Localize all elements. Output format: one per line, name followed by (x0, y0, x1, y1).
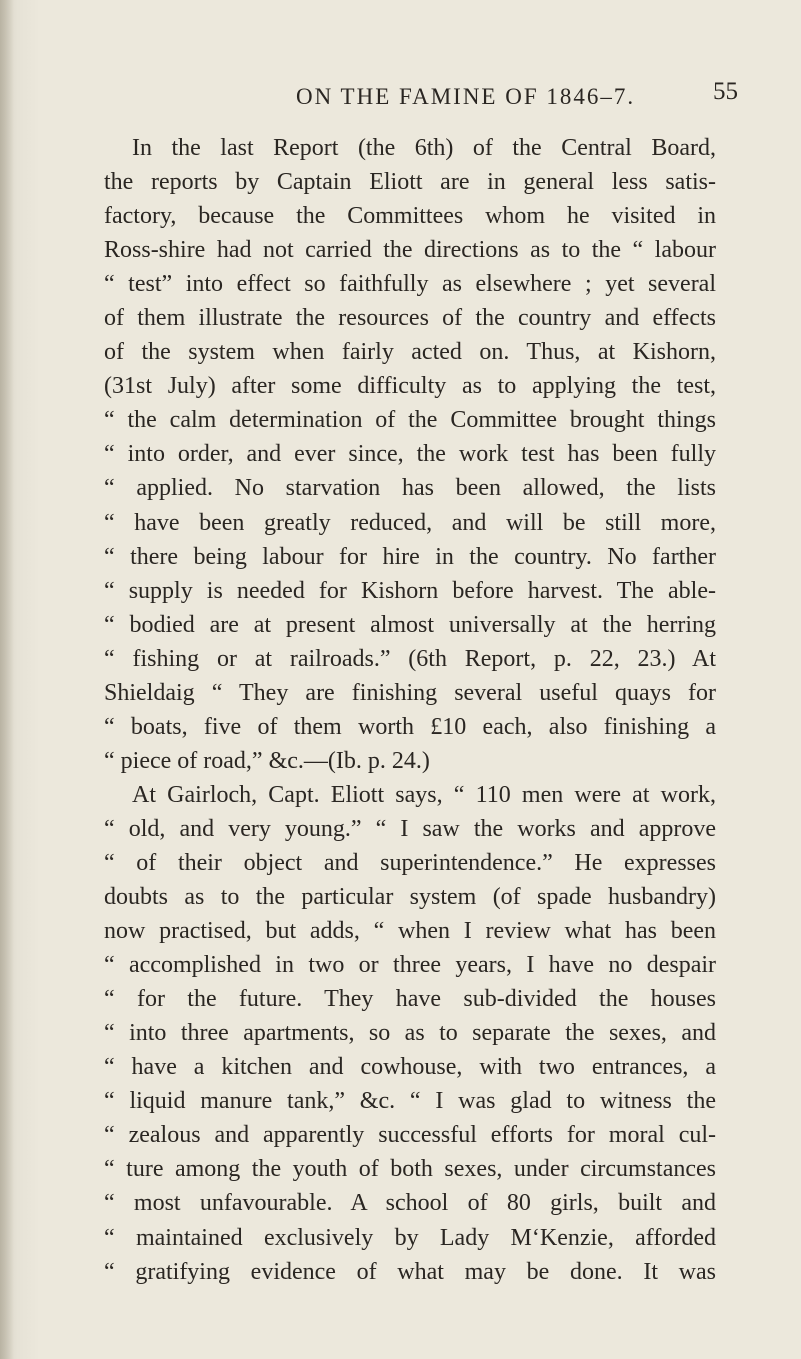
text-line: “ gratifying evidence of what may be done. It was (104, 1258, 716, 1285)
page-number: 55 (713, 78, 738, 105)
text-line: “ for the future. They have sub-divided the houses (104, 986, 716, 1013)
text-line: “ bodied are at present almost universally at the herring (104, 611, 716, 638)
text-line: “ most unfavourable. A school of 80 girls, built and (104, 1190, 716, 1217)
text-line: “ have a kitchen and cowhouse, with two entrances, a (104, 1054, 716, 1081)
text-line: “ liquid manure tank,” &c. “ I was glad to witness the (104, 1088, 716, 1115)
text-line: factory, because the Committees whom he visited in (104, 203, 716, 230)
text-line: “ into three apartments, so as to separate the sexes, and (104, 1020, 716, 1047)
running-title: ON THE FAMINE OF 1846–7. (296, 84, 636, 109)
text-line: doubts as to the particular system (of spade husbandry) (104, 884, 716, 911)
text-line: of the system when fairly acted on. Thus, at Kishorn, (104, 339, 716, 366)
text-line: “ accomplished in two or three years, I have no despair (104, 952, 716, 979)
text-line: (31st July) after some difficulty as to applying the test, (104, 373, 716, 400)
body-text (104, 131, 716, 1289)
text-line: of them illustrate the resources of the country and effects (104, 305, 716, 332)
text-line: “ have been greatly reduced, and will be still more, (104, 509, 716, 536)
text-line: “ test” into effect so faithfully as elsewhere ; yet several (104, 271, 716, 298)
text-line: “ into order, and ever since, the work test has been fully (104, 441, 716, 468)
text-line: “ fishing or at railroads.” (6th Report, p. 22, 23.) At (104, 645, 716, 672)
text-line: “ of their object and superintendence.” He expresses (104, 849, 716, 876)
text-line: “ piece of road,” &c.—(Ib. p. 24.) (104, 747, 430, 774)
text-line: “ there being labour for hire in the country. No farther (104, 543, 716, 570)
text-line: “ maintained exclusively by Lady M‘Kenzie, afforded (104, 1224, 716, 1251)
text-line: the reports by Captain Eliott are in general less satis- (104, 169, 716, 196)
page-header (0, 78, 801, 114)
text-line: “ applied. No starvation has been allowed, the lists (104, 475, 716, 502)
text-line: “ supply is needed for Kishorn before harvest. The able- (104, 577, 716, 604)
text-line: “ zealous and apparently successful efforts for moral cul- (104, 1122, 716, 1149)
text-line: “ boats, five of them worth £10 each, also finishing a (104, 713, 716, 740)
text-line: “ old, and very young.” “ I saw the works and approve (104, 815, 716, 842)
text-line: Shieldaig “ They are finishing several useful quays for (104, 679, 716, 706)
text-line: now practised, but adds, “ when I review what has been (104, 918, 716, 945)
spine-shadow (0, 0, 14, 1359)
text-line: “ ture among the youth of both sexes, under circumstances (104, 1156, 716, 1183)
text-line: Ross-shire had not carried the directions as to the “ labour (104, 237, 716, 264)
text-line: In the last Report (the 6th) of the Central Board, (132, 135, 716, 161)
text-line: “ the calm determination of the Committee brought things (104, 407, 716, 434)
text-line: At Gairloch, Capt. Eliott says, “ 110 men were at work, (132, 781, 716, 808)
